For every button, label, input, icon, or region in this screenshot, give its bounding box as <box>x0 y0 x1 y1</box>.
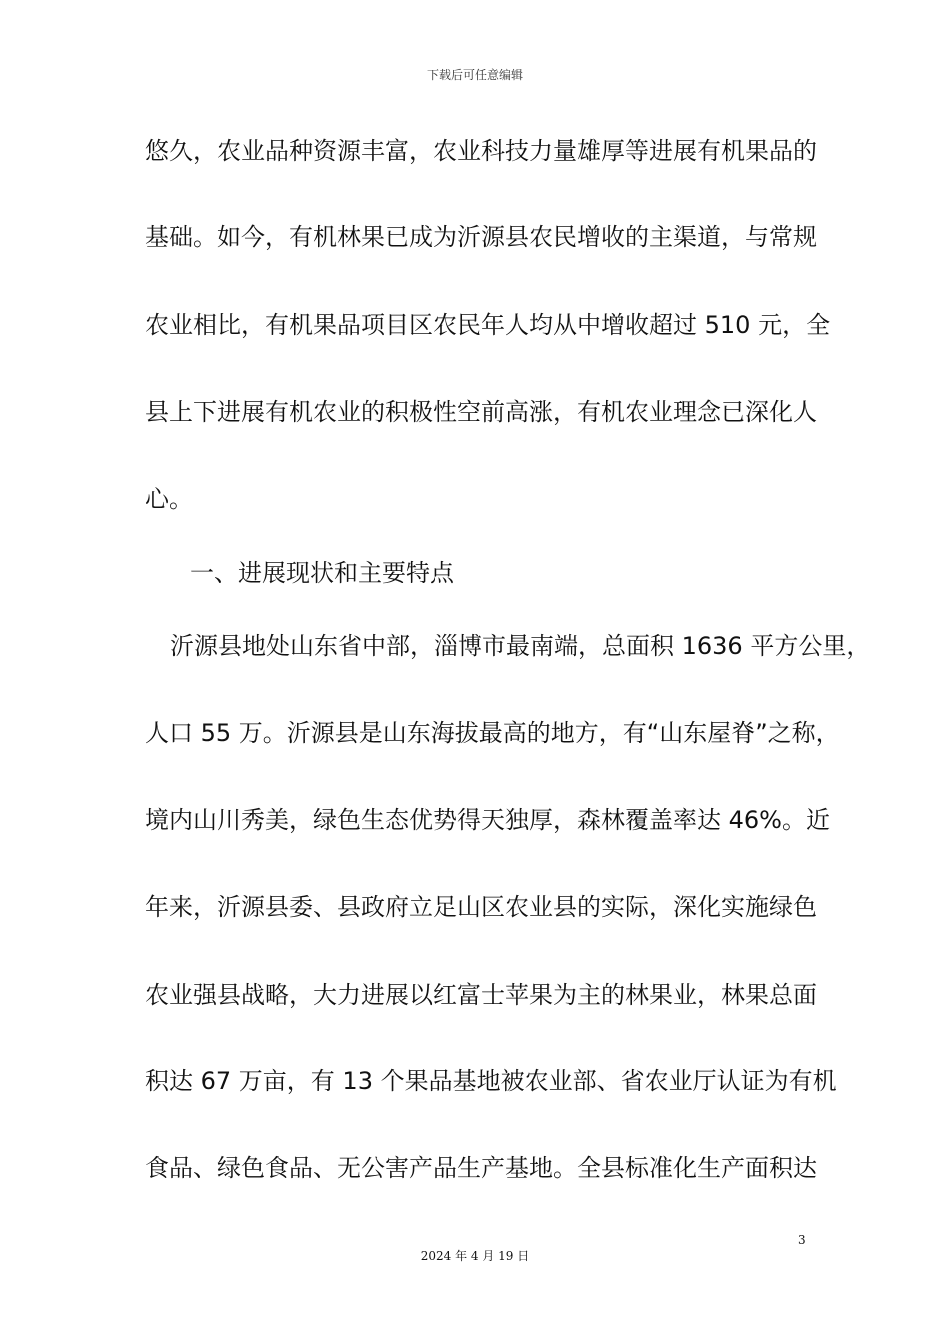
body-line-2: 基础。如今，有机林果已成为沂源县农民增收的主渠道，与常规 <box>145 223 817 251</box>
body-line-11: 农业强县战略，大力进展以红富士苹果为主的林果业，林果总面 <box>145 981 817 1009</box>
body-line-10: 年来，沂源县委、县政府立足山区农业县的实际，深化实施绿色 <box>145 893 817 921</box>
body-line-7: 沂源县地处山东省中部，淄博市最南端，总面积 1636 平方公里， <box>170 632 871 660</box>
body-line-5: 心。 <box>145 485 193 513</box>
body-line-1: 悠久，农业品种资源丰富，农业科技力量雄厚等进展有机果品的 <box>145 137 817 165</box>
page-header: 下载后可任意编辑 <box>426 68 523 82</box>
body-line-12: 积达 67 万亩，有 13 个果品基地被农业部、省农业厅认证为有机 <box>145 1067 837 1095</box>
body-line-9: 境内山川秀美，绿色生态优势得天独厚，森林覆盖率达 46%。近 <box>145 806 830 834</box>
page-number: 3 <box>798 1233 806 1247</box>
body-line-4: 县上下进展有机农业的积极性空前高涨，有机农业理念已深化人 <box>145 398 817 426</box>
body-line-8: 人口 55 万。沂源县是山东海拔最高的地方，有“山东屋脊”之称， <box>145 719 840 747</box>
body-line-13: 食品、绿色食品、无公害产品生产基地。全县标准化生产面积达 <box>145 1154 817 1182</box>
page-footer-date: 2024 年 4 月 19 日 <box>420 1249 530 1263</box>
section-heading: 一、进展现状和主要特点 <box>190 559 454 587</box>
body-line-3: 农业相比，有机果品项目区农民年人均从中增收超过 510 元，全 <box>145 311 831 339</box>
